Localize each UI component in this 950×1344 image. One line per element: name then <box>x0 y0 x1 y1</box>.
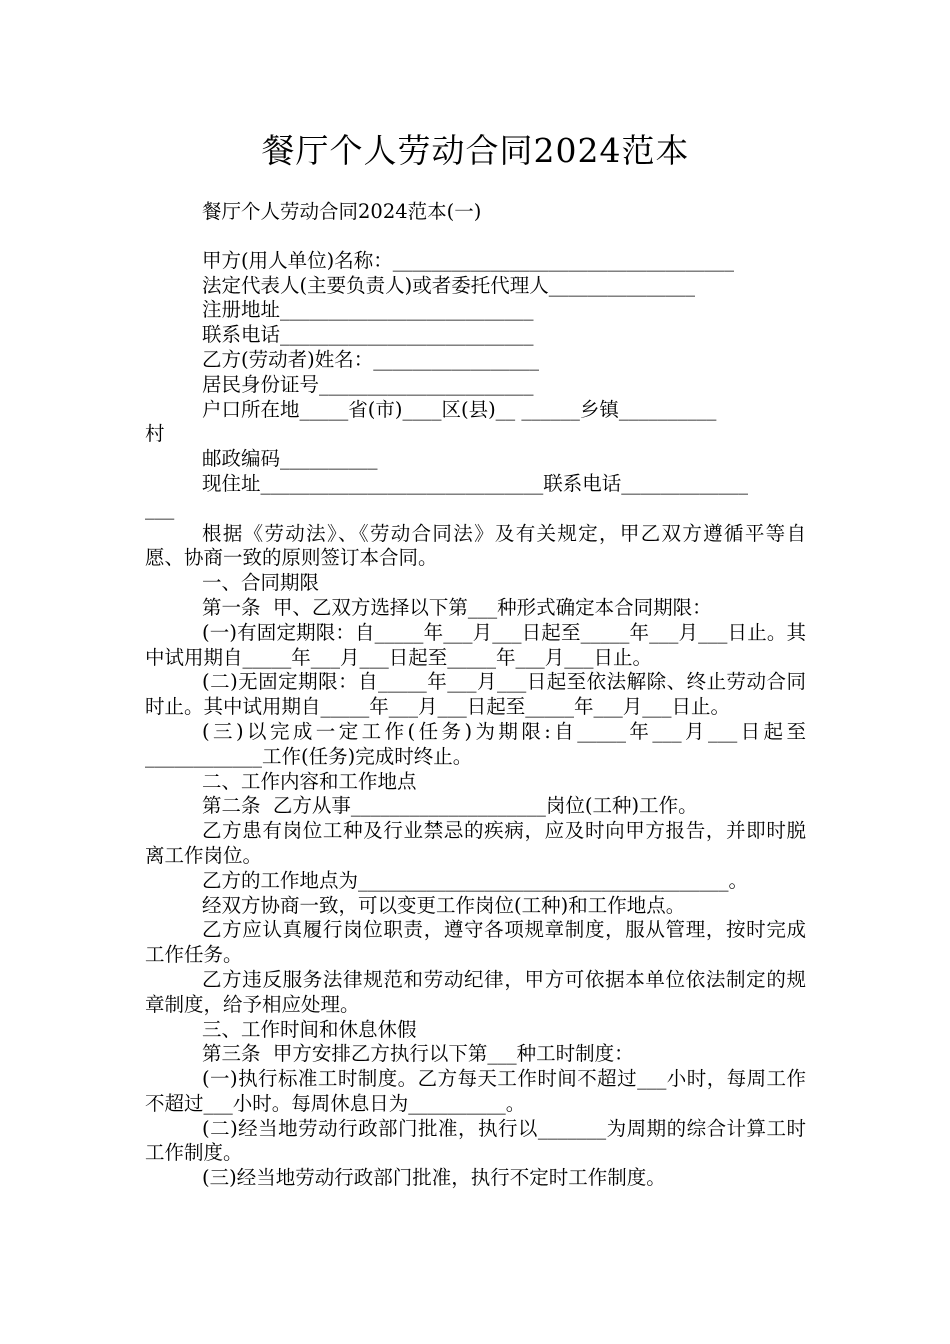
article-1: 第一条 甲、乙双方选择以下第___种形式确定本合同期限： <box>202 595 712 619</box>
article-2-disease-clause: 乙方患有岗位工种及行业禁忌的疾病，应及时向甲方报告，并即时脱离工作岗位。 <box>145 819 806 867</box>
article-1-option-2: (二)无固定期限：自_____年___月___日起至依法解除、终止劳动合同时止。其中试用期自_____年___月___日起至_____年___月___日止。 <box>145 670 806 719</box>
household-registration-line: 户口所在地_____省(市)____区(县)__ ______乡镇__________ <box>202 397 717 421</box>
household-registration-continuation: 村 <box>145 422 165 446</box>
article-3-option-3: (三)经当地劳动行政部门批准，执行不定时工作制度。 <box>202 1166 666 1190</box>
contract-preamble: 根据《劳动法》、《劳动合同法》及有关规定，甲乙双方遵循平等自愿、协商一致的原则签订本合同。 <box>145 521 806 570</box>
article-2-discipline-clause: 乙方违反服务法律规范和劳动纪律，甲方可依据本单位依法制定的规章制度，给予相应处理。 <box>145 967 806 1016</box>
registered-address-line: 注册地址__________________________ <box>202 298 534 322</box>
id-number-line: 居民身份证号______________________ <box>202 372 534 396</box>
section-heading-contract-term: 一、合同期限 <box>202 571 320 595</box>
postal-code-line: 邮政编码__________ <box>202 447 378 471</box>
article-3: 第三条 甲方安排乙方执行以下第___种工时制度： <box>202 1042 634 1066</box>
current-address-line: 现住址_____________________________联系电话_____________ <box>202 471 749 495</box>
document-body <box>145 200 806 1191</box>
current-address-continuation: ___ <box>145 496 175 520</box>
section-heading-work-content: 二、工作内容和工作地点 <box>202 769 417 793</box>
section-heading-working-hours: 三、工作时间和休息休假 <box>202 1017 417 1041</box>
article-2-duties-clause: 乙方应认真履行岗位职责，遵守各项规章制度，服从管理，按时完成工作任务。 <box>145 918 806 967</box>
article-3-option-1: (一)执行标准工时制度。乙方每天工作时间不超过___小时，每周工作不超过___小时。每周休息日为__________。 <box>145 1067 806 1115</box>
article-2-change-clause: 经双方协商一致，可以变更工作岗位(工种)和工作地点。 <box>202 893 686 917</box>
party-b-name-line: 乙方(劳动者)姓名：_________________ <box>202 347 539 371</box>
article-2-work-location: 乙方的工作地点为______________________________________。 <box>202 868 749 892</box>
article-3-option-2: (二)经当地劳动行政部门批准，执行以_______为周期的综合计算工时工作制度。 <box>145 1116 806 1165</box>
party-a-name-line: 甲方(用人单位)名称：___________________________________ <box>202 248 734 272</box>
document-subtitle: 餐厅个人劳动合同2024范本(一) <box>202 200 482 223</box>
article-1-option-1: (一)有固定期限：自_____年___月___日起至_____年___月___日止。其中试用期自_____年___月___日起至_____年___月___日止。 <box>145 620 806 669</box>
article-2: 第二条 乙方从事____________________岗位(工种)工作。 <box>202 794 698 818</box>
contact-phone-line: 联系电话__________________________ <box>202 323 534 347</box>
document-title: 餐厅个人劳动合同2024范本 <box>261 131 690 170</box>
article-1-option-3: (三)以完成一定工作(任务)为期限:自_____年___月___日起至____________工作(任务)完成时终止。 <box>145 719 806 768</box>
legal-representative-line: 法定代表人(主要负责人)或者委托代理人_______________ <box>202 273 695 297</box>
